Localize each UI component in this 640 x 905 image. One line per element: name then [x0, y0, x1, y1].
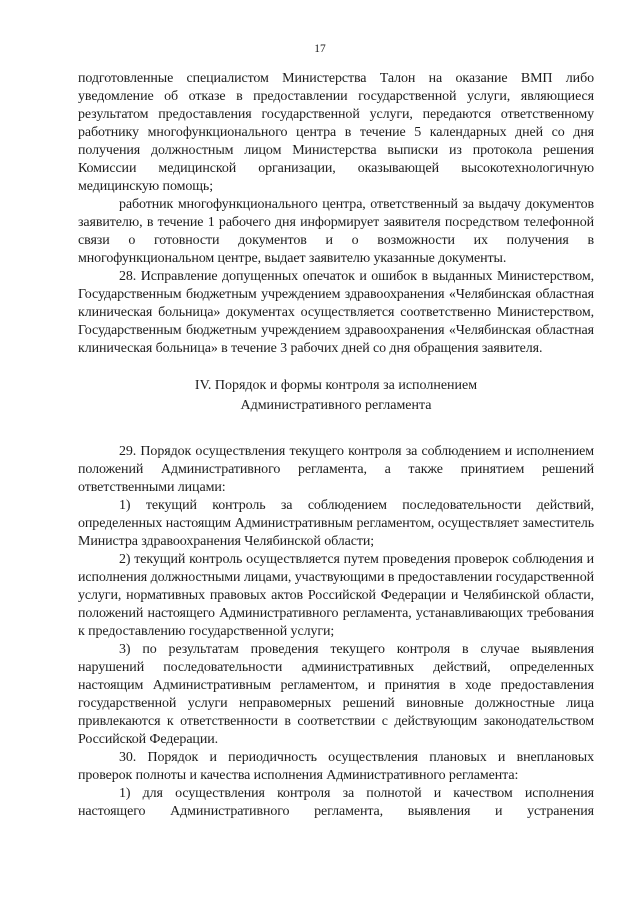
- paragraph-29-item-1: 1) текущий контроль за соблюдением последовательности действий, определенных настоящим Административным регламентом, осуществляет заместитель Министра здравоохранения Челябинской области;: [78, 498, 594, 549]
- paragraph-29: 29. Порядок осуществления текущего контроля за соблюдением и исполнением положений Административного регламента, а также принятием решений ответственными лицами:: [78, 444, 594, 495]
- page-number: 17: [314, 43, 326, 55]
- paragraph-29-item-2: 2) текущий контроль осуществляется путем проведения проверок соблюдения и исполнения должностными лицами, участвующими в предоставлении государственной услуги, нормативных правовых актов Российской Федерации и Челябинской области, положений настоящего Административного регламента, устанавливающих требования к предоставлению государственной услуги;: [78, 552, 594, 639]
- paragraph-30: 30. Порядок и периодичность осуществления плановых и внеплановых проверок полноты и качества исполнения Административного регламента:: [78, 750, 594, 783]
- document-body: [78, 70, 594, 821]
- paragraph-30-item-1: 1) для осуществления контроля за полнотой и качеством исполнения настоящего Административного регламента, выявления и устранения: [78, 786, 594, 819]
- section-heading: [78, 376, 594, 416]
- paragraph-29-item-3: 3) по результатам проведения текущего контроля в случае выявления нарушений последовательности административных действий, определенных настоящим Административным регламентом, и принятия в ходе предоставления государственной услуги неправомерных решений виновные должностные лица привлекаются к ответственности в соответствии с действующим законодательством Российской Федерации.: [78, 642, 594, 747]
- paragraph-28: 28. Исправление допущенных опечаток и ошибок в выданных Министерством, Государственным бюджетным учреждением здравоохранения «Челябинская областная клиническая больница» документах осуществляется соответственно Министерством, Государственным бюджетным учреждением здравоохранения «Челябинская областная клиническая больница» в течение 3 рабочих дней со дня обращения заявителя.: [78, 269, 594, 356]
- section-heading-line-1: IV. Порядок и формы контроля за исполнением: [194, 378, 478, 393]
- paragraph-continuation: подготовленные специалистом Министерства Талон на оказание ВМП либо уведомление об отказе в предоставлении государственной услуги, являющиеся результатом предоставления государственной услуги, передаются ответственному работнику многофункционального центра в течение 5 календарных дней со дня получения должностным лицом Министерства выписки из протокола решения Комиссии медицинской организации, оказывающей высокотехнологичную медицинскую помощь;: [78, 71, 594, 194]
- section-heading-line-2: Административного регламента: [240, 398, 432, 413]
- paragraph-mfc-worker: работник многофункционального центра, ответственный за выдачу документов заявителю, в течение 1 рабочего дня информирует заявителя посредством телефонной связи о готовности документов и о возможности их получения в многофункциональном центре, выдает заявителю указанные документы.: [78, 197, 594, 266]
